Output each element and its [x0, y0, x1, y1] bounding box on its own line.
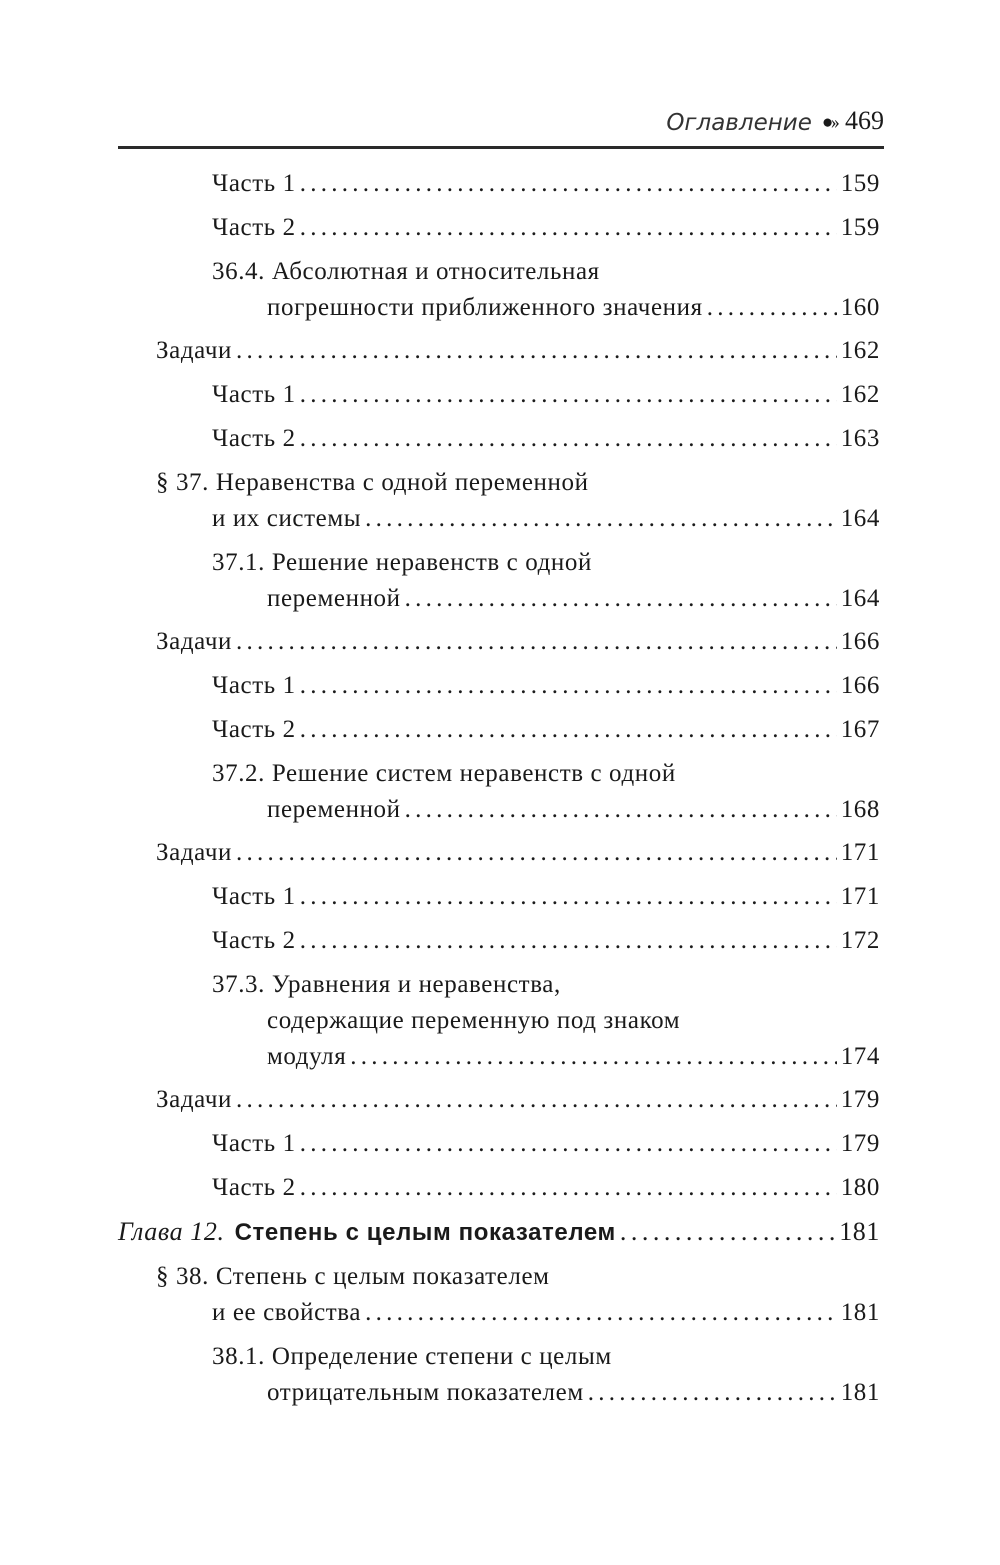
- leader-dots: [300, 923, 837, 959]
- leader-dots: [236, 835, 837, 871]
- toc-entry-title: 38.1. Определение степени с целым: [212, 1343, 612, 1370]
- leader-dots: [300, 377, 837, 413]
- toc-entry-title-cont: и их системы: [212, 505, 362, 532]
- toc-entry[interactable]: [212, 1170, 880, 1206]
- toc-entry[interactable]: [212, 879, 880, 915]
- toc-page-number: 171: [840, 883, 880, 910]
- toc-page-number: 166: [840, 672, 880, 699]
- toc-entry-title: 37.3. Уравнения и неравенства,: [212, 971, 561, 998]
- toc-entry-title-cont: погрешности приближенного значения: [267, 294, 703, 321]
- toc-entry-title-cont: и ее свойства: [212, 1299, 362, 1326]
- toc-entry-title: Часть 2: [212, 716, 296, 743]
- toc-entry[interactable]: [212, 210, 880, 246]
- toc-entry[interactable]: [212, 668, 880, 704]
- toc-entry-title: Задачи: [156, 839, 232, 866]
- toc-entry-title: Часть 1: [212, 381, 296, 408]
- toc-entry[interactable]: [212, 545, 880, 617]
- toc-entry[interactable]: [156, 465, 880, 537]
- toc-page-number: 164: [840, 585, 880, 612]
- toc-page-number: 163: [840, 425, 880, 452]
- toc-entry[interactable]: [156, 1082, 880, 1118]
- leader-dots: [300, 210, 837, 246]
- toc-entry-title-cont: модуля: [267, 1043, 347, 1070]
- leader-dots: [405, 581, 837, 617]
- leader-dots: [300, 668, 837, 704]
- toc-entry[interactable]: [212, 923, 880, 959]
- leader-dots: [300, 1126, 837, 1162]
- toc-page-number: 171: [840, 839, 880, 866]
- leader-dots: [300, 712, 837, 748]
- chapter-title: Степень с целым показателем: [234, 1219, 616, 1246]
- toc-page-number: 167: [840, 716, 880, 743]
- leader-dots: [236, 1082, 837, 1118]
- leader-dots: [620, 1214, 835, 1250]
- toc-entry-title: Задачи: [156, 1086, 232, 1113]
- leader-dots: [300, 879, 837, 915]
- toc-page-number: 181: [840, 1299, 880, 1326]
- header-ornament-icon: ●››: [821, 112, 837, 133]
- toc-page-number: 166: [840, 628, 880, 655]
- toc-entry-title: Часть 2: [212, 425, 296, 452]
- toc-entry[interactable]: [212, 712, 880, 748]
- toc-page-number: 174: [840, 1043, 880, 1070]
- leader-dots: [350, 1039, 836, 1075]
- toc-entry-title: Задачи: [156, 628, 232, 655]
- toc-entry-title: Часть 1: [212, 170, 296, 197]
- toc-entry-title: 37.1. Решение неравенств с одной: [212, 549, 592, 576]
- leader-dots: [365, 501, 837, 537]
- leader-dots: [236, 333, 837, 369]
- toc-entry-title: Часть 2: [212, 927, 296, 954]
- toc-entry-title-cont: отрицательным показателем: [267, 1379, 584, 1406]
- toc-entry-title-cont: содержащие переменную под знаком: [267, 1007, 681, 1034]
- toc-entry[interactable]: [156, 624, 880, 660]
- toc-entry[interactable]: [212, 1126, 880, 1162]
- toc-entry[interactable]: [156, 1259, 880, 1331]
- toc-page-number: 164: [840, 505, 880, 532]
- toc-page-number: 179: [840, 1130, 880, 1157]
- toc-entry[interactable]: [212, 1339, 880, 1411]
- toc-entry-title: Часть 1: [212, 1130, 296, 1157]
- leader-dots: [405, 792, 837, 828]
- toc-entry-title-cont: переменной: [267, 796, 401, 823]
- toc-entry-title: Часть 2: [212, 214, 296, 241]
- toc-entry[interactable]: [212, 421, 880, 457]
- toc-page-number: 172: [840, 927, 880, 954]
- toc-entry[interactable]: [156, 333, 880, 369]
- toc-entry-title: § 37. Неравенства с одной переменной: [156, 469, 589, 496]
- toc-page-number: 179: [840, 1086, 880, 1113]
- toc-entry[interactable]: [212, 967, 880, 1075]
- toc-page-number: 181: [839, 1217, 880, 1246]
- toc-entry[interactable]: [212, 756, 880, 828]
- toc-entry[interactable]: [212, 166, 880, 202]
- toc-page-number: 181: [840, 1379, 880, 1406]
- leader-dots: [707, 290, 837, 326]
- toc-entry[interactable]: [212, 254, 880, 326]
- toc-entry-title: Часть 2: [212, 1174, 296, 1201]
- page-number: 469: [845, 106, 884, 135]
- toc-entry-title: Задачи: [156, 337, 232, 364]
- toc-entry-title: 36.4. Абсолютная и относительная: [212, 258, 600, 285]
- toc-page-number: 168: [840, 796, 880, 823]
- toc-chapter-entry[interactable]: [118, 1214, 880, 1251]
- toc-page-number: 160: [840, 294, 880, 321]
- leader-dots: [300, 421, 837, 457]
- toc-page-number: 159: [840, 214, 880, 241]
- chapter-label: Глава 12.: [118, 1217, 225, 1246]
- toc-page-number: 162: [840, 337, 880, 364]
- toc-entry-title-cont: переменной: [267, 585, 401, 612]
- leader-dots: [300, 166, 837, 202]
- leader-dots: [236, 624, 837, 660]
- toc-entry-title: Часть 1: [212, 672, 296, 699]
- toc-entry[interactable]: [212, 377, 880, 413]
- toc-entry-title: Часть 1: [212, 883, 296, 910]
- header-title: Оглавление: [666, 110, 812, 136]
- toc-entry-title: § 38. Степень с целым показателем: [156, 1263, 550, 1290]
- leader-dots: [300, 1170, 837, 1206]
- toc-page-number: 180: [840, 1174, 880, 1201]
- leader-dots: [365, 1295, 837, 1331]
- leader-dots: [588, 1375, 837, 1411]
- toc-entry-title: 37.2. Решение систем неравенств с одной: [212, 760, 676, 787]
- toc-entry[interactable]: [156, 835, 880, 871]
- toc-page-number: 162: [840, 381, 880, 408]
- toc-page-number: 159: [840, 170, 880, 197]
